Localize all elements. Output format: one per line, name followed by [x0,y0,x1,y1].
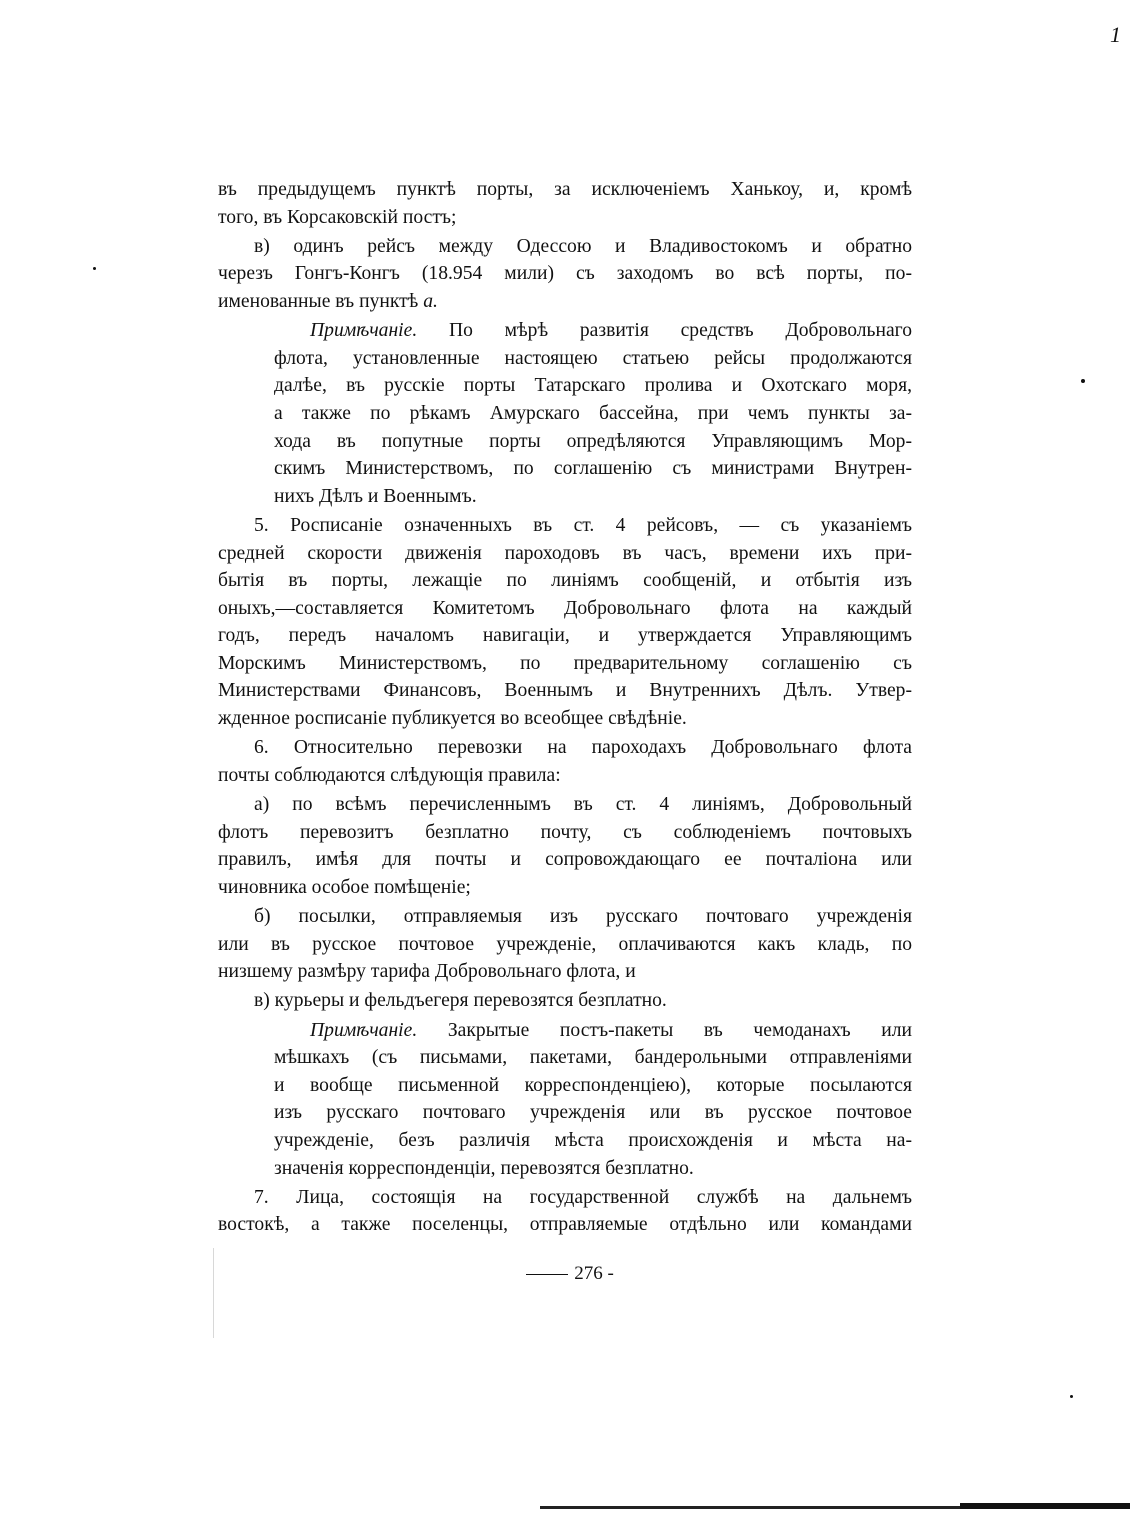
text-line: востокѣ, а также поселенцы, отправляемые отдѣльно или командами [218,1214,912,1236]
page-number-footer [0,1263,1140,1285]
text-fragment: именованные въ пунктѣ [218,290,424,312]
text-line: того, въ Корсаковскій постъ; [218,206,457,228]
paragraph-item-v [218,233,912,316]
text-line: или въ русское почтовое учрежденіе, оплачиваются какъ кладь, по [218,933,912,955]
text-line: 5. Росписаніе означенныхъ въ ст. 4 рейсовъ, — съ указаніемъ [254,514,912,536]
text-line [274,1017,912,1045]
text-line: изъ русскаго почтоваго учрежденія или въ русское почтовое [274,1102,912,1124]
text-line: далѣе, въ русскіе порты Татарскаго пролива и Охотскаго моря, [274,375,912,397]
speck-bottom-right [1070,1395,1073,1398]
text-line: флотъ перевозитъ безплатно почту, съ соблюденіемъ почтовыхъ [218,821,912,843]
speck-right [1081,379,1085,383]
note-label: Примѣчаніе. [310,320,418,342]
text-fragment: По мѣрѣ развитія средствъ Добровольнаго [417,320,912,342]
speck-left [93,267,96,270]
italic-letter: а. [423,290,438,312]
text-line: а) по всѣмъ перечисленнымъ въ ст. 4 линіямъ, Добровольный [254,794,912,816]
text-line: в) одинъ рейсъ между Одессою и Владивостокомъ и обратно [254,235,912,257]
text-line: значенія корреспонденціи, перевозятся безплатно. [274,1157,694,1179]
text-line: а также по рѣкамъ Амурскаго бассейна, при чемъ пункты за- [274,402,912,424]
text-line [274,317,912,345]
scan-margin-line [213,1248,214,1338]
text-line [218,288,912,316]
paragraph-article-5 [218,512,912,733]
text-fragment: Закрытые постъ-пакеты въ чемоданахъ или [417,1019,912,1041]
text-line: 6. Относительно перевозки на пароходахъ Добровольнаго флота [254,737,912,759]
text-line: чиновника особое помѣщеніе; [218,876,471,898]
page-number: 276 - [574,1263,614,1284]
text-line: годъ, передъ началомъ навигаціи, и утверждается Управляющимъ [218,625,912,647]
text-line: учрежденіе, безъ различія мѣста происхожденія и мѣста на- [274,1129,912,1151]
text-line: бытія въ порты, лежащіе по линіямъ сообщеній, и отбытія изъ [218,570,912,592]
text-line: скимъ Министерствомъ, по соглашенію съ министрами Внутрен- [274,458,912,480]
text-line: почты соблюдаются слѣдующія правила: [218,764,561,786]
text-line: и вообще письменной корреспонденціею), которые посылаются [274,1074,912,1096]
text-line: нихъ Дѣлъ и Военнымъ. [274,485,477,507]
text-line: правилъ, имѣя для почты и сопровождающаго ее почталіона или [218,849,912,871]
text-line: флота, установленные настоящею статьею рейсы продолжаются [274,347,912,369]
page-number-dash [526,1274,568,1275]
paragraph-item-v2 [218,987,912,1015]
text-line: въ предыдущемъ пунктѣ порты, за исключеніемъ Ханькоу, и, кромѣ [218,179,912,200]
text-line: Морскимъ Министерствомъ, по предварительному соглашенію съ [218,652,912,674]
scan-bottom-edge-thick [960,1503,1130,1509]
text-line: средней скорости движенія пароходовъ въ часъ, времени ихъ при- [218,542,912,564]
text-line: в) курьеры и фельдъегеря перевозятся безплатно. [254,990,667,1012]
note-paragraph [218,317,912,510]
paragraph-item-a [218,791,912,901]
text-line: мѣшкахъ (съ письмами, пакетами, бандерольными отправленіями [274,1047,912,1069]
text-line: б) посылки, отправляемыя изъ русскаго почтоваго учрежденія [254,906,912,927]
corner-mark: 1 [1110,22,1121,47]
text-line: 7. Лица, состоящія на государственной службѣ на дальнемъ [254,1186,912,1208]
note-label: Примѣчаніе. [310,1019,418,1041]
text-line: низшему размѣру тарифа Добровольнаго флота, и [218,961,636,983]
paragraph-article-6 [218,734,912,789]
note-paragraph [218,1017,912,1183]
body-text [218,176,912,1241]
text-line: оныхъ,—составляется Комитетомъ Добровольнаго флота на каждый [218,597,912,619]
paragraph-article-7 [218,1184,912,1239]
paragraph-continuation [218,176,912,231]
text-line: черезъ Гонгъ-Конгъ (18.954 мили) съ заходомъ во всѣ порты, по- [218,263,912,285]
text-line: жденное росписаніе публикуется во всеобщее свѣдѣніе. [218,708,687,730]
text-line: Министерствами Финансовъ, Военнымъ и Внутреннихъ Дѣлъ. Утвер- [218,680,912,702]
text-line: хода въ попутные порты опредѣляются Управляющимъ Мор- [274,430,912,452]
paragraph-item-b [218,903,912,986]
